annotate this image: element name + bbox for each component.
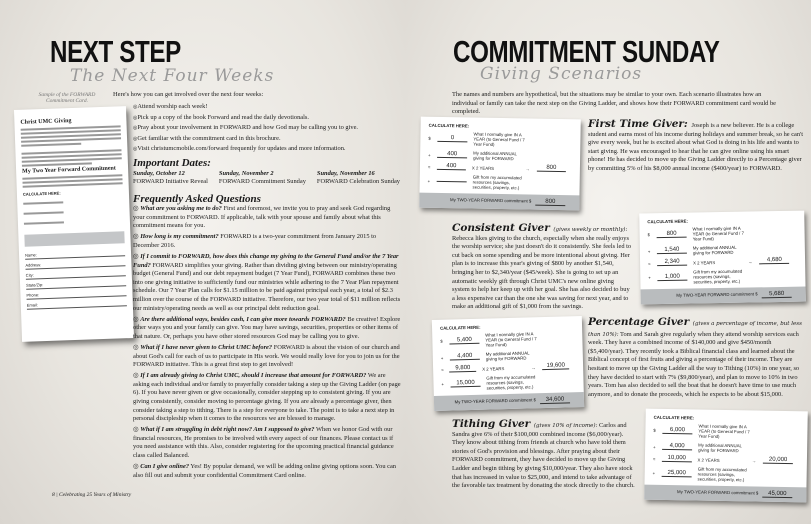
intro-text: The names and numbers are hypothetical, but the situations may be similar to your own. Each scenario illustrates how an individual or family can take the next step on the Giving Ladder, and shows how their FORWARD commitment card would be completed.: [452, 91, 777, 116]
arrow-icon: →: [531, 364, 536, 370]
card-amount-current: 800: [657, 231, 687, 238]
commitment-card: [432, 316, 584, 411]
faq-answer: Be creative! Explore other ways you and your family can give. You may have savings, securities, properties or other items of that nature. Or, perhaps you have other stored resources God may be calling you to give.: [133, 315, 401, 340]
card-label: X 2 YEARS: [697, 457, 720, 463]
card-amount-gifts: [437, 181, 467, 183]
card-label: Gift from my accumulated resources (savings, securities, property, etc.): [472, 174, 522, 191]
card-label: What I normally give IN A YEAR (to General Fund / 7 Year Fund): [473, 131, 525, 147]
faq-answer: First and foremost, we invite you to pray and seek God regarding your commitment to FORWARD. If applicable, talk with your spouse and family about what this commitment means for you.: [133, 205, 391, 230]
card-operator: +: [648, 275, 651, 281]
page-subtitle: The Next Four Weeks: [70, 66, 275, 86]
faq-question: What are you asking me to do?: [140, 205, 222, 212]
card-label: Gift from my accumulated resources (savings, securities, property, etc.): [486, 374, 536, 391]
arrow-icon: →: [525, 165, 530, 172]
card-amount-x2: 800: [537, 166, 566, 173]
faq-question: What if I am struggling in debt right now? Am I supposed to give?: [140, 426, 315, 434]
card-label: Gift from my accumulated resources (savings, securities, property, etc.): [697, 466, 747, 483]
scenario-subtitle: (gives 10% of income):: [533, 423, 598, 429]
card-amount-sum: 9,800: [449, 366, 476, 373]
steps-list: [133, 102, 403, 155]
card-label: What I normally give IN A YEAR (to General Fund / 7 Year Fund): [692, 225, 744, 242]
card-operator: $: [647, 232, 651, 238]
card-label: X 2 YEARS: [693, 259, 716, 266]
card-operator: $: [653, 427, 656, 433]
card-row: [648, 268, 797, 286]
scenario-1: [588, 120, 803, 174]
scenario-4: [452, 420, 637, 491]
card-heading: Christ UMC Giving: [20, 118, 72, 126]
card-amount-total: 34,600: [540, 397, 570, 404]
card-label: My additional ANNUAL giving for FORWARD: [698, 442, 742, 454]
faq-answer: FORWARD is about the vision of our church and about God's call for each of us to participate in His work. We would really love for you to join us for the FORWARD initiative. This is a great first step to get involved!: [133, 343, 400, 369]
card-operator: +: [428, 152, 431, 158]
card-amount-total: 800: [535, 200, 565, 207]
card-row: [440, 330, 574, 349]
page-title: COMMITMENT SUNDAY: [453, 34, 720, 69]
faq-answer: When we honor God with our financial resources, He promises to be involved with every aspect of our finances. Please contact us if you need assistance with this. Also, consider registering for the upcoming practical financial guidance class called Balanced.: [133, 426, 394, 460]
faq-item: ◎ Are there additional ways, besides cash, I can give more towards FORWARD? Be creative! Explore other ways you and your family can give. You may have savings, securities, properties or other items of that nature. Or, perhaps you have other stored resources God may be calling you to give.: [133, 315, 401, 340]
card-amount-sum: 10,000: [662, 456, 692, 463]
faq-item: ◎ Can I give online? Yes! By popular demand, we will be adding online giving options soon. You can also fill out and submit your confidential Commitment Card online.: [133, 463, 397, 479]
card-field-label: Name:: [24, 252, 37, 258]
card-label: Gift from my accumulated resources (savings, securities, property, etc.): [693, 268, 743, 285]
card-amount-gifts: 1,000: [657, 274, 687, 281]
page-subtitle: Giving Scenarios: [480, 64, 643, 84]
card-total-label: My TWO-YEAR FORWARD commitment: [676, 489, 755, 496]
card-amount-additional: 1,540: [657, 248, 687, 255]
scenario-heading: [452, 222, 627, 234]
commitment-card: [639, 211, 806, 305]
card-calc-label: CALCULATE HERE:: [22, 190, 61, 197]
card-amount-current: 0: [437, 135, 467, 142]
card-row: [653, 442, 799, 455]
date-value: Sunday, November 2: [218, 169, 274, 177]
card-amount-current: 6,000: [662, 427, 692, 434]
card-row: [428, 131, 572, 149]
card-amount-additional: 400: [437, 152, 467, 159]
scenario-3: [588, 318, 803, 399]
card-amount-current: 5,400: [449, 337, 479, 344]
card-total: My TWO-YEAR FORWARD commitment $ 5,680: [641, 287, 806, 305]
scenario-heading: [452, 418, 597, 430]
card-total: My TWO-YEAR FORWARD commitment $ 45,000: [644, 485, 806, 503]
card-operator: +: [440, 355, 444, 361]
scenario-name: First Time Giver:: [588, 118, 688, 130]
card-amount-total: 45,000: [762, 492, 792, 499]
faq-answer: FORWARD simplifies your giving. Rather than dividing giving between our ministry/operating budget (General Fund) and our debt repayment budget (7 Year Fund), FORWARD combines these two into one giving initiative to sufficiently fund our ministries while adhering to the 7 Year Plan repayment schedule. Our 7 Year Plan calls for $1.15 million to be paid against principal each year, a total of $2.3 million over the course of the FORWARD initiative. Therefore, our two year total of $11 million reflects our ministry/operating needs as well as our principal debt reduction goal.: [133, 261, 401, 312]
step-item: ◎ Pick up a copy of the book Forward and read the daily devotionals.: [133, 113, 403, 124]
card-total-label: My TWO-YEAR FORWARD commitment: [676, 291, 755, 298]
arrow-icon: →: [751, 457, 757, 464]
scenario-2: [452, 224, 632, 312]
card-row: [648, 258, 797, 267]
card-total-label: My TWO-YEAR FORWARD commitment: [449, 197, 528, 204]
card-label: X 2 YEARS: [482, 365, 505, 372]
card-operator: =: [427, 164, 431, 170]
card-row: [441, 349, 575, 363]
scenario-text: Carlos and Sandra give 6% of their $100,000 combined income ($6,000/year). They know about tithing from friends at church who have told them stories of God's provision and blessings. After praying about their FORWARD commitment, they have decided to move up the Giving Ladder and begin tithing by giving $10,000/year. They also have stock that has increased in value to $25,000, and intend to take advantage of the favorable tax treatment by donating the stock directly to the church.: [452, 422, 635, 490]
faq-question: How long is my commitment?: [140, 233, 219, 241]
card-field-label: State/Zip:: [26, 282, 44, 288]
card-amount-x2: 19,600: [542, 363, 569, 370]
scenario-text: Tom and Sarah give regularly when they attend worship services each week. They have a combined income of $140,000 and give $450/month ($5,400/year). They recently took a Biblical financial class and learned about the Biblical concept of first fruits and giving a percentage of their income. They are hesitant to move up the Giving Ladder all the way to Tithing (10%) in one year, so they have decided to start with 7% ($9,800/year), and plan to move to 10% in two years. Tom has also decided to sell the boat that he doesn't have time to use much anymore, and to donate the proceeds, which he expects to be about $15,000.: [588, 330, 800, 398]
scenario-name: Tithing Giver: [452, 418, 531, 430]
faq-heading: Frequently Asked Questions: [133, 192, 261, 205]
card-row: [648, 244, 797, 257]
card-label: X 2 YEARS: [471, 165, 495, 171]
card-operator: +: [427, 178, 431, 184]
card-calc-label: CALCULATE HERE:: [439, 324, 481, 331]
faq-answer: FORWARD is a two-year commitment from January 2015 to December 2016.: [133, 233, 377, 249]
card-field-label: City:: [25, 272, 34, 278]
card-row: [441, 373, 575, 392]
faq-item: ◎ What if I have never given to Christ UMC before? FORWARD is about the vision of our church and about God's call for each of us to participate in His work. We would really love for you to join us for the FORWARD initiative. This is a great first step to get involved!: [133, 343, 400, 369]
card-label: What I normally give IN A YEAR (to General Fund / 7 Year Fund): [698, 423, 750, 439]
card-operator: +: [647, 248, 651, 254]
dates-heading: Important Dates:: [133, 157, 211, 169]
card-field: [25, 249, 125, 259]
card-row: [653, 466, 799, 484]
card-operator: $: [440, 338, 443, 344]
card-operator: +: [653, 444, 656, 450]
faq-question: If I am already giving to Christ UMC, should I increase that amount for FORWARD?: [140, 372, 367, 380]
scenario-name: Percentage Giver: [588, 316, 690, 328]
scenario-text: Rebecca likes giving to the church, especially when she really enjoys the worship service; she just doesn't do it consistently. She feels led to cut back on some spending and be more intentional about giving. Her plan is to increase this year's giving of $800 by another $1,540, bringing her to $2,340/year ($45/week). She is going to set up an automatic weekly gift through Christ UMC's new online giving system to help her keep up with her goal. She has also decided to buy a less expensive car than the one she was saving for next year, and to make an additional gift of $1,000 from the savings.: [452, 234, 632, 311]
faq-question: Are there additional ways, besides cash, I can give more towards FORWARD?: [140, 315, 346, 323]
step-item: ◎ Attend worship each week!: [133, 102, 403, 113]
card-amount-sum: 400: [437, 164, 466, 171]
card-total: My TWO-YEAR FORWARD commitment $ 34,600: [434, 392, 584, 411]
card-amount-gifts: 25,000: [662, 470, 692, 477]
card-field: [26, 279, 126, 289]
right-page: [405, 0, 811, 524]
scenario-subtitle: (gives weekly or monthly):: [553, 227, 628, 233]
scenario-subtitle: (gives a percentage of income, but less than 10%):: [588, 321, 802, 338]
card-field: [25, 259, 125, 269]
card-field-label: Address:: [25, 262, 42, 268]
card-field-label: Email:: [26, 302, 39, 308]
card-amount-additional: 4,400: [450, 354, 480, 361]
dates-list: [133, 170, 403, 187]
sample-note: Sample of the FORWARD Commitment Card.: [38, 92, 96, 104]
scenario-text: Joseph is a new believer. He is a college student and earns most of his income during holidays and summer break, so he can't give every week, but he is excited about what God is doing in his life and wants to start giving. He was encouraged to hear that he can give online using his smart phone! He has decided to move up the Giving Ladder directly to a Percentage giver by committing 5% of his $8,000 annual income ($400/year) to FORWARD.: [588, 122, 804, 172]
scenario-name: Consistent Giver: [452, 222, 550, 234]
card-label: What I normally give IN A YEAR (to General Fund / 7 Year Fund): [485, 331, 537, 348]
date-value: Sunday, October 12: [133, 169, 185, 177]
arrow-icon: →: [748, 258, 753, 265]
card-row: [441, 363, 575, 373]
intro-text: Here's how you can get involved over the next four weeks:: [113, 91, 264, 98]
date-event: FORWARD Celebration Sunday: [316, 178, 400, 186]
card-operator: +: [652, 470, 656, 476]
card-row: [647, 225, 796, 243]
card-amount-x2: 20,000: [763, 458, 793, 465]
card-amount-total: 5,680: [762, 292, 792, 299]
card-calc-label: CALCULATE HERE:: [647, 218, 688, 225]
faq-item: ◎ If I am already giving to Christ UMC, should I increase that amount for FORWARD? We are asking each individual and/or family to prayerfully consider taking a step up the Giving Ladder (on page 6). If you have never given or give occasionally, consider stepping up to consistent giving. If you are giving consistently, consider moving to percentage giving. If you are already a percentage giver, then consider taking a step to tithing. There is a step for everyone to take. The point is to take a next step in personal discipleship when it comes to the resources we are blessed to manage.: [133, 372, 401, 423]
card-label: My additional ANNUAL giving for FORWARD: [485, 350, 530, 362]
step-item: ◎ Pray about your involvement in FORWARD and how God may be calling you to give.: [133, 123, 403, 134]
commitment-card: [419, 117, 581, 211]
card-field: [26, 289, 126, 299]
card-total-label: My TWO-YEAR FORWARD commitment: [454, 397, 533, 405]
commitment-card: [644, 409, 808, 503]
card-heading: My Two Year Forward Commitment: [22, 165, 116, 175]
card-calc-label: CALCULATE HERE:: [653, 414, 695, 421]
faq-answer: We are asking each individual and/or family to prayerfully consider taking a step up the Giving Ladder (on page 6). If you have never given or give occasionally, consider stepping up to consistent giving. If you are giving consistently, consider moving to percentage giving. If you are already a percentage giver, then consider taking a step to tithing. There is a step for everyone to take. The point is to take a next step in personal discipleship when it comes to the resources we are blessed to manage.: [133, 372, 401, 423]
card-label: My additional ANNUAL giving for FORWARD: [692, 244, 737, 256]
faq-item: ◎ What are you asking me to do? First and foremost, we invite you to pray and seek God regarding your commitment to FORWARD. If applicable, talk with your spouse and family about what this commitment means for you.: [133, 205, 391, 230]
card-field: [26, 269, 126, 279]
faq-item: ◎ What if I am struggling in debt right now? Am I supposed to give? When we honor God with our financial resources, He promises to be involved with every aspect of our finances. Please contact us if you need assistance with this. Also, consider registering for the upcoming practical financial guidance class called Balanced.: [133, 426, 394, 460]
card-label: My additional ANNUAL giving for FORWARD: [473, 150, 517, 162]
card-amount-x2: 4,680: [759, 258, 789, 265]
card-row: [428, 150, 572, 163]
date-event: FORWARD Initiative Reveal: [133, 178, 208, 186]
faq-item: ◎ If I commit to FORWARD, how does this change my giving to the General Fund and/or the 7 Year Fund? FORWARD simplifies your giving. Rather than dividing giving between our ministry/operating budget (General Fund) and our debt repayment budget (7 Year Fund), FORWARD combines these two into one giving initiative to sufficiently fund our ministries while adhering to the 7 Year Plan repayment schedule. Our 7 Year Plan calls for $1.15 million to be paid against principal each year, a total of $2.3 million over the course of the FORWARD initiative. Therefore, our two year total of $11 million reflects our ministry/operating needs as well as our principal debt reduction goal.: [133, 252, 401, 312]
card-row: [653, 423, 799, 441]
page-title: NEXT STEP: [50, 34, 181, 69]
date-value: Sunday, November 16: [316, 169, 375, 177]
card-amount-additional: 4,000: [662, 444, 692, 451]
card-field-label: Phone:: [26, 292, 40, 298]
card-row: [428, 174, 572, 192]
card-operator: =: [652, 456, 656, 462]
card-operator: +: [441, 381, 445, 387]
card-field: [27, 299, 127, 309]
card-operator: =: [648, 260, 651, 266]
card-operator: $: [428, 135, 431, 141]
faq-question: If I commit to FORWARD, how does this change my giving to the General Fund and/or the 7 Year Fund?: [133, 252, 399, 269]
scenario-heading: [588, 118, 691, 130]
card-row: [428, 164, 572, 173]
faq-question: Can I give online?: [140, 463, 190, 471]
card-row: [653, 456, 799, 465]
faq-item: ◎ How long is my commitment? FORWARD is a two-year commitment from January 2015 to December 2016.: [133, 233, 377, 249]
card-calc-label: CALCULATE HERE:: [428, 122, 470, 129]
faq-question: What if I have never given to Christ UMC before?: [140, 343, 273, 351]
card-total: My TWO-YEAR FORWARD commitment $ 800: [419, 193, 579, 211]
left-page: [0, 0, 405, 524]
page-footer: 8 | Celebrating 25 Years of Ministry: [52, 492, 132, 498]
card-amount-sum: 2,340: [657, 260, 687, 267]
card-operator: =: [441, 367, 444, 373]
step-item: ◎ Get familiar with the commitment card in this brochure.: [133, 134, 403, 145]
card-amount-gifts: 15,000: [450, 380, 480, 387]
date-event: FORWARD Commitment Sunday: [218, 178, 306, 186]
step-item: ◎ Visit christumcmobile.com/forward frequently for updates and more information.: [133, 144, 403, 155]
faq-list: [133, 205, 401, 483]
faq-answer: Yes! By popular demand, we will be adding online giving options soon. You can also fill out and submit your confidential Commitment Card online.: [133, 463, 397, 479]
